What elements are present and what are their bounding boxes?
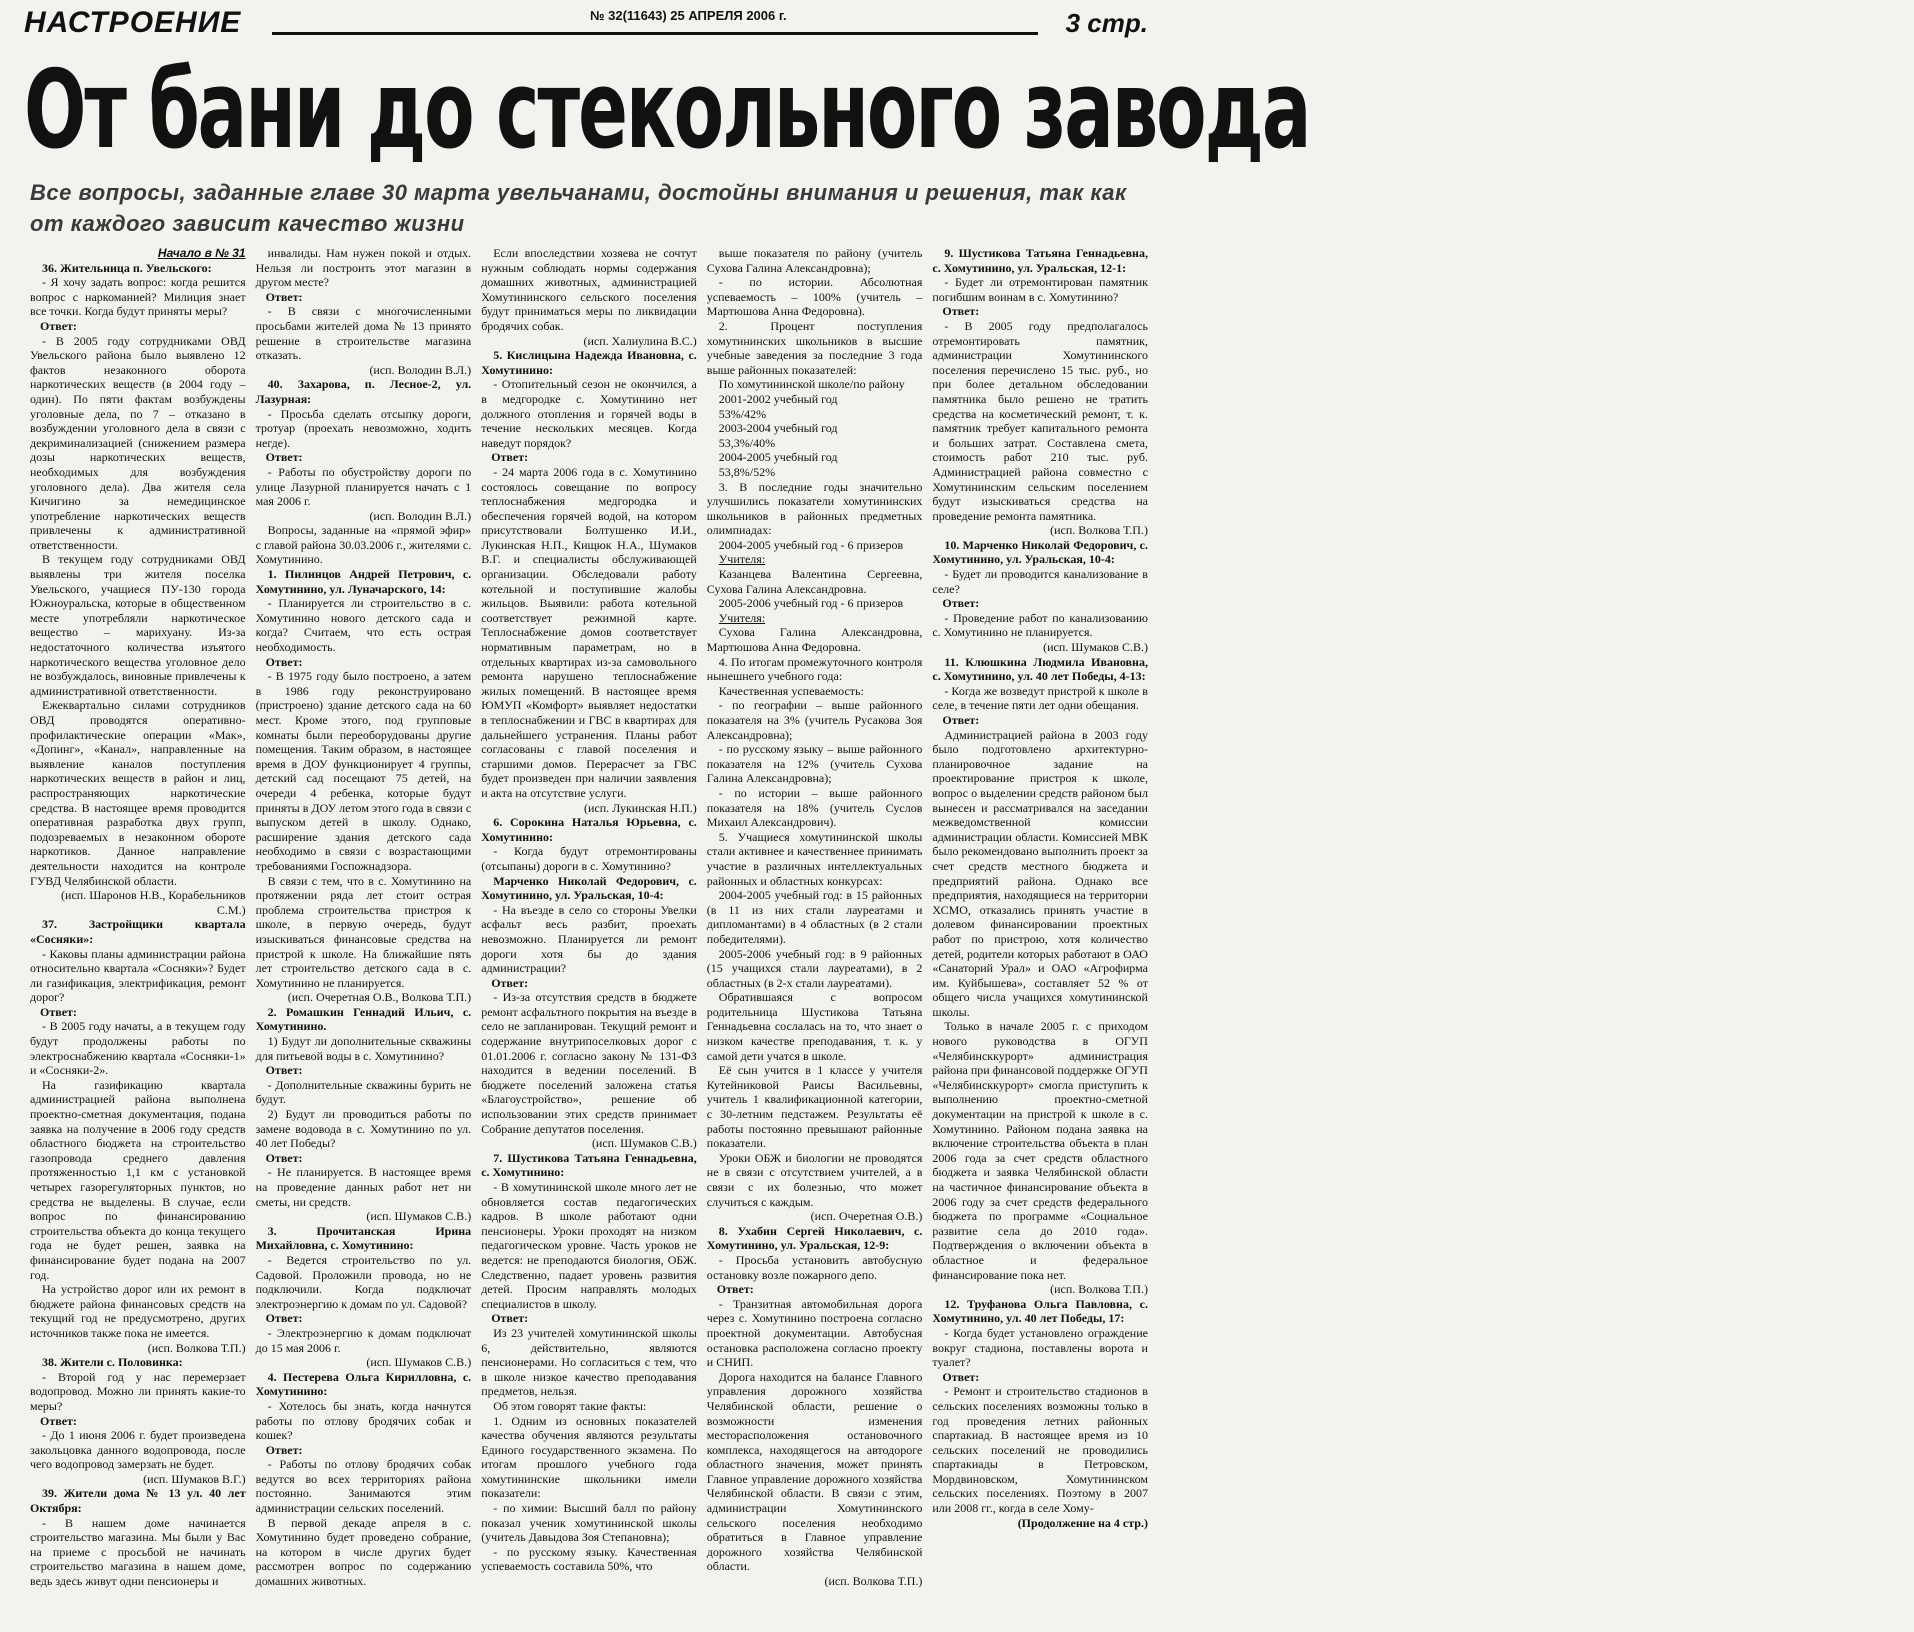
question-heading: 37. Застройщики квартала «Сосняки»: (30, 917, 246, 946)
signature: (исп. Лукинская Н.П.) (583, 800, 697, 815)
paragraph: - До 1 июня 2006 г. будет произведена закольцовка данного водопровода, после чего водопровод замерзать не будет. (30, 1428, 246, 1472)
paragraph: - Из-за отсутствия средств в бюджете ремонт асфальтного покрытия на въезде в село не запланирован. Текущий ремонт и содержание внутрипоселковых дорог с 01.01.2006 г. согласно закону № 131-ФЗ находится в ведении поселений. В бюджете поселений заложена статья «Благоустройство», решение об использовании этих средств принимает Собрание депутатов поселения. (481, 990, 697, 1136)
answer-label: Ответ: (716, 1282, 754, 1297)
paragraph: Дорога находится на балансе Главного управления дорожного хозяйства Челябинской области, решение о возможности изменения месторасположения остановочного комплекса, находящегося на автодороге областного значения, может принять Главное управление дорожного хозяйства Челябинской области. В связи с этим, администрации Хомутининского сельского поселения необходимо обратиться в Главное управление дорожного хозяйства Челябинской области. (706, 1369, 923, 1574)
paragraph: - В нашем доме начинается строительство магазина. Мы были у Вас на приеме с просьбой не начинать строительство магазина в нашем доме, ведь здесь живут одни пенсионеры и (30, 1515, 246, 1589)
paragraph: Об этом говорят такие факты: (493, 1398, 647, 1413)
paragraph: - В связи с многочисленными просьбами жителей дома № 13 принято решение в строительстве магазина отказать. (255, 304, 472, 363)
signature: (исп. Володин В.Л.) (369, 508, 472, 523)
paragraph: - 24 марта 2006 года в с. Хомутинино состоялось совещание по вопросу теплоснабжения медгородка и обеспечения горячей водой, на котором присутствовали Болтушенко И.И., Лукинская Н.П., Кищюк Н.А., Шумаков В.Г. и специалисты обслуживающей организации. Обследовали работу котельной и поступившие жалобы жильцов. Выявили: работа котельной соответствует режимной карте. Теплоснабжение домов соответствует нормативным параметрам, но в отдельных квартирах из-за самовольного ремонта нарушено теплоснабжение жилых помещений. В настоящее время ЮМУП «Комфорт» выявляет недостатки в теплоснабжении и ГВС в квартирах для дальнейшего устранения. Планы работ согласованы с главой поселения и старшими домов. Перерасчет за ГВС будет произведен при наличии заявления и акта на отсутствие услуги. (481, 464, 697, 800)
paragraph: - Электроэнергию к домам подключат до 15 мая 2006 г. (255, 1325, 472, 1355)
signature: (исп. Шаронов Н.В., Корабельников С.М.) (61, 888, 246, 917)
answer-label: Ответ: (265, 1063, 303, 1078)
paragraph: - Когда будет установлено ограждение вокруг стадиона, поставлены ворота и туалет? (932, 1325, 1148, 1370)
question-heading: 10. Марченко Николай Федорович, с. Хомутинино, ул. Уральская, 10-4: (932, 537, 1148, 567)
paragraph: 2004-2005 учебный год - 6 призеров (718, 537, 904, 552)
paragraph: В первой декаде апреля в с. Хомутинино будет проведено собрание, на котором в числе других будет рассмотрен вопрос по содержанию домашних животных. (255, 1515, 472, 1589)
question-heading: 2. Ромашкин Геннадий Ильич, с. Хомутинино. (255, 1004, 472, 1034)
paragraph: 2001-2002 учебный год (718, 391, 838, 406)
paragraph: Качественная успеваемость: (718, 683, 864, 698)
question-heading: 7. Шустикова Татьяна Геннадьевна, с. Хомутинино: (481, 1150, 697, 1180)
question-heading: 11. Клюшкина Людмила Ивановна, с. Хомутинино, ул. 40 лет Победы, 4-13: (932, 654, 1148, 684)
paragraph: 2005-2006 учебный год: в 9 районных (15 учащихся стали лауреатами), в 2 областных (в 2-х стали лауреатами). (706, 946, 923, 990)
question-heading: 5. Кислицына Надежда Ивановна, с. Хомутинино: (481, 348, 697, 377)
signature: (исп. Шумаков С.В.) (591, 1136, 697, 1151)
answer-label: Ответ: (265, 1442, 303, 1457)
signature: (исп. Очеретная О.В., Волкова Т.П.) (287, 990, 472, 1005)
paragraph: - Не планируется. В настоящее время на проведение данных работ нет ни сметы, ни средств. (255, 1165, 472, 1209)
signature: (исп. Шумаков С.В.) (366, 1209, 472, 1224)
paragraph: Казанцева Валентина Сергеевна, Сухова Галина Александровна. (706, 567, 923, 596)
paragraph: - Хотелось бы знать, когда начнутся работы по отлову бродячих собак и кошек? (255, 1398, 472, 1443)
paragraph: Если впоследствии хозяева не сочтут нужным соблюдать нормы содержания домашних животных, администрацией Хомутининского сельского поселения будут приниматься меры по ликвидации бродячих собак. (481, 246, 697, 333)
paragraph: - Каковы планы администрации района относительно квартала «Сосняки»? Будет ли газификация, электрификация, ремонт дорог? (30, 946, 246, 1005)
paragraph: 53,3%/40% (718, 435, 776, 450)
paragraph: Из 23 учителей хомутининской школы 6, действительно, являются пенсионерами. Но согласиться с тем, что в школе низкое качество преподавания предметов, нельзя. (481, 1325, 697, 1399)
question-heading: 40. Захарова, п. Лесное-2, ул. Лазурная: (255, 377, 472, 406)
paragraph: - Просьба сделать отсыпку дороги, тротуар (проехать невозможно, ходить негде). (255, 406, 472, 450)
paragraph: - Планируется ли строительство в с. Хомутинино нового детского сада и когда? Считаем, что есть острая необходимость. (255, 596, 472, 655)
answer-label: Ответ: (942, 713, 980, 727)
paragraph: - Ведется строительство по ул. Садовой. Проложили провода, но не подключили. Когда подключат электроэнергию к домам по ул. Садовой? (255, 1252, 472, 1311)
answer-label: Ответ: (491, 975, 529, 990)
article-body (30, 246, 1148, 1630)
underlined-label (707, 611, 923, 626)
paragraph: 5. Учащиеся хомутининской школы стали активнее и качественнее принимать участие в различных интеллектуальных районных и областных конкурсах: (706, 829, 923, 888)
paragraph: - Я хочу задать вопрос: когда решится вопрос с наркоманией? Милиция знает все точки. Когда будут приняты меры? (30, 275, 246, 319)
paragraph: - по географии – выше районного показателя на 3% (учитель Русакова Зоя Александровна); (706, 698, 923, 742)
paragraph: Сухова Галина Александровна, Мартюшова Анна Федоровна. (706, 625, 923, 655)
paragraph: 53%/42% (718, 406, 767, 421)
paragraph: - Второй год у нас перемерзает водопровод. Можно ли принять какие-то меры? (30, 1369, 246, 1413)
paragraph: 2004-2005 учебный год: в 15 районных (в 11 из них стали лауреатами и дипломантами) в 4 областных (в 2 стали победителями). (706, 888, 923, 946)
paragraph: - Когда будут отремонтированы (отсыпаны) дороги в с. Хомутинино? (481, 844, 697, 873)
signature: (исп. Шумаков В.Г.) (143, 1471, 246, 1486)
paragraph: 1) Будут ли дополнительные скважины для питьевой воды в с. Хомутинино? (255, 1034, 472, 1063)
answer-label: Ответ: (942, 596, 980, 611)
paragraph: На газификацию квартала администрацией района выполнена проектно-сметная документация, подана заявка на получение в 2006 году средств областного бюджета на строительство газопровода среднего давления протяженностью 1,1 км с установкой четырех газорегуляторных пунктов, но средства не выделены. В случае, если вопрос по финансированию строительства объекта до конца текущего года не будет решен, заявка на финансирование будет подана на 2007 год. (30, 1077, 246, 1282)
paragraph: - Проведение работ по канализованию с. Хомутинино не планируется. (932, 610, 1148, 640)
masthead (24, 6, 1148, 46)
headline-text: От бани до стекольного завода (24, 48, 1310, 173)
question-heading: 1. Пилинцов Андрей Петрович, с. Хомутинино, ул. Луначарского, 14: (255, 567, 472, 596)
paragraph: - В хомутининской школе много лет не обновляется состав педагогических кадров. В школе работают одни пенсионеры. Уроки проходят на низком педагогическом уровне. Часть уроков не ведется: не преподаются биология, ОБЖ. Следственно, падает уровень развития детей. Просим направлять молодых специалистов в школу. (481, 1180, 697, 1311)
question-heading: 12. Труфанова Ольга Павловна, с. Хомутинино, ул. 40 лет Победы, 17: (932, 1296, 1148, 1326)
headline (24, 48, 1310, 174)
paragraph: - В 1975 году было построено, а затем в 1986 году реконструировано (пристроено) здание детского сада на 60 мест. Кроме этого, под групповые комнаты были переоборудованы другие помещения. Таким образом, в настоящее время в ДОУ функционирует 4 группы, детский сад посещают 75 детей, на очереди 4 ребенка, которые будут приняты в ДОУ летом этого года в связи с выпуском детей в школу. Однако, расширение здания детского сада необходимо в связи с возрастающими требованиями Госпожнадзора. (255, 669, 472, 873)
paragraph: - Отопительный сезон не окончился, а в медгородке с. Хомутинино нет должного отопления и горячей воды в течение нескольких месяцев. Когда наведут порядок? (481, 377, 697, 450)
paragraph: Обратившаяся с вопросом родительница Шустикова Татьяна Геннадьевна сослалась на то, что знает о низком качестве преподавания, т. к. у самой дети учатся в школе. (706, 990, 923, 1063)
signature: (исп. Володин В.Л.) (369, 362, 472, 377)
paragraph: Ежеквартально силами сотрудников ОВД проводятся оперативно-профилактические операции «Мак», «Допинг», «Канал», направленные на выявление каналов поступления наркотических веществ в район и лиц, распространяющих наркотические средства. В настоящее время проводится оперативная разработка двух групп, подозреваемых в незаконном обороте наркотиков. Данное направление деятельности находится на контроле ГУВД Челябинской области. (30, 698, 246, 888)
issue-info: № 32(11643) 25 АПРЕЛЯ 2006 г. (584, 8, 793, 23)
answer-label: Ответ: (942, 304, 980, 319)
paragraph: 2. Процент поступления хомутининских школьников в высшие учебные заведения за последние 3 года выше районных показателей: (706, 318, 923, 377)
paragraph: 2) Будут ли проводиться работы по замене водовода в с. Хомутинино по ул. 40 лет Победы? (255, 1107, 472, 1151)
paragraph: - по истории. Абсолютная успеваемость – 100% (учитель – Мартюшова Анна Федоровна). (706, 275, 923, 319)
paragraph: - Ремонт и строительство стадионов в сельских поселениях возможны только в год проведения летних районных спартакиад. В настоящее время из 10 сельских поселений не проводились спартакиады в Петровском, Мордвиновском, Хомутининском сельских поселениях. Поэтому в 2007 или 2008 гг., когда в селе Хому- (932, 1384, 1148, 1516)
paragraph: 53,8%/52% (718, 464, 776, 479)
continued-from: Начало в № 31 (157, 246, 246, 260)
answer-label: Ответ: (40, 318, 77, 333)
paragraph: - по химии: Высший балл по району показал ученик хомутининской школы (учитель Давыдова Зоя Степановна); (481, 1501, 697, 1545)
column-1 (30, 246, 246, 1630)
signature: (исп. Халиулина В.С.) (583, 333, 697, 348)
signature: (исп. Волкова Т.П.) (1050, 523, 1148, 538)
column-4 (707, 246, 923, 1630)
question-heading: Марченко Николай Федорович, с. Хомутинино, ул. Уральская, 10-4: (481, 873, 697, 903)
paragraph: - по русскому языку. Качественная успеваемость составила 50%, что (481, 1544, 697, 1574)
paragraph: - Просьба установить автобусную остановку возле пожарного депо. (706, 1252, 923, 1282)
paragraph: - Будет ли проводится канализование в селе? (932, 567, 1148, 596)
question-heading: 39. Жители дома № 13 ул. 40 лет Октября: (30, 1486, 246, 1516)
column-5 (932, 246, 1148, 1630)
page-number: 3 стр. (1065, 8, 1148, 38)
paragraph: Администрацией района в 2003 году было подготовлено архитектурно-планировочное задание на проектирование пристроя к школе, вопрос о выделении средств районом был вынесен и рассматривался на заседании межведомственной комиссии администрации области. Комиссией МВК было рекомендовано выполнить проект за счет средств местного бюджета и предприятий района. Однако все предприятия, находящиеся на территории ХСМО, отказались принять участие в долевом финансировании проектных работ по пристрою, хотя количество детей, родители которых работают в ОАО «Санаторий Урал» и ОАО «Агрофирма им. Куйбышева», составляет 52 % от общего числа учащихся хомутининской школы. (932, 727, 1148, 1019)
paragraph: 2003-2004 учебный год (718, 421, 838, 436)
paragraph: - Будет ли отремонтирован памятник погибшим воинам в с. Хомутинино? (932, 275, 1148, 304)
column-3 (481, 246, 697, 1630)
paragraph: - Работы по отлову бродячих собак ведутся во всех территориях района постоянно. Занимаются этим администрации сельских поселений. (255, 1457, 472, 1516)
column-2 (256, 246, 472, 1630)
paragraph: - по истории – выше районного показателя на 18% (учитель Суслов Михаил Александрович). (706, 785, 923, 830)
answer-label: Ответ: (491, 1311, 529, 1326)
answer-label: Ответ: (265, 450, 303, 465)
answer-label: Ответ: (40, 1413, 77, 1428)
question-heading: 6. Сорокина Наталья Юрьевна, с. Хомутинино: (481, 815, 697, 844)
answer-label: Ответ: (942, 1369, 980, 1384)
answer-label: Ответ: (40, 1004, 77, 1019)
paragraph: 1. Одним из основных показателей качества обучения являются результаты Единого государственного экзамена. По итогам прошлого учебного года хомутининские школьники имели показатели: (481, 1413, 697, 1501)
answer-label: Ответ: (491, 450, 529, 465)
answer-label: Ответ: (265, 1150, 303, 1165)
paragraph: Только в начале 2005 г. с приходом нового руководства в ОГУП «Челябинсккурорт» администрация района при финансовой поддержке ОГУП «Челябинсккурорт» смогла приступить к выполнению проектно-сметной документации на пристрой к школе в с. Хомутинино. Районом подана заявка на включение строительства объекта в план 2006 года за счет средств областного бюджета и заявка Челябинской области на частичное финансирование объекта в 2006 году за счет средств федерального бюджета по программе «Социальное развитие села до 2010 года». Подтверждения о включении объекта в областное и федеральное финансирование пока нет. (932, 1019, 1148, 1282)
question-heading: 36. Жительница п. Увельского: (42, 260, 212, 275)
question-heading: 8. Ухабин Сергей Николаевич, с. Хомутинино, ул. Уральская, 12-9: (706, 1223, 923, 1253)
paragraph: - Дополнительные скважины бурить не будут. (255, 1077, 472, 1107)
paragraph: - На въезде в село со стороны Увелки асфальт весь разбит, проехать невозможно. Планируется ли ремонт дороги хотя бы до здания администрации? (481, 902, 697, 976)
signature: (исп. Волкова Т.П.) (824, 1574, 923, 1589)
paragraph: В текущем году сотрудниками ОВД выявлены три жителя поселка Увельского, учащиеся ПУ-130 города Южноуральска, которые в общественном месте употребляли наркотическое вещество – марихуану. Из-за недостаточного количества изъятого наркотического вещества уголовное дело не возбуждалось, виновные привлечены к административной ответственности. (30, 552, 246, 698)
paragraph: Её сын учится в 1 классе у учителя Кутейниковой Раисы Васильевны, учитель 1 квалификационной категории, с 30-летним педстажем. Результаты её работы постоянно превышают районные показатели. (706, 1063, 923, 1151)
question-heading: 3. Прочитанская Ирина Михайловна, с. Хомутинино: (255, 1223, 472, 1253)
paragraph: 2005-2006 учебный год - 6 призеров (718, 596, 904, 611)
paragraph: инвалиды. Нам нужен покой и отдых. Нельзя ли построить этот магазин в другом месте? (255, 246, 472, 290)
paragraph: - В 2005 году предполагалось отремонтировать памятник, администрации Хомутининского поселения перечислено 15 тыс. руб., но при более детальном обследовании памятника было решено не тратить средства на косметический ремонт, т. к. памятник требует капитального ремонта и больших затрат. Составлена смета, стоимость работ 210 тыс. руб. Администрацией района совместно с Хомутининским сельским поселением будут изыскиваться средства на проведение ремонта памятника. (932, 318, 1148, 523)
signature: (исп. Шумаков С.В.) (1043, 640, 1148, 655)
answer-label: Ответ: (265, 1311, 303, 1326)
paragraph: На устройство дорог или их ремонт в бюджете района финансовых средств на текущий год не предусмотрено, других источников также пока не имеется. (30, 1282, 246, 1340)
paragraph: - Транзитная автомобильная дорога через с. Хомутинино построена согласно проектной документации. Автобусная остановка расположена согласно проекту и СНИП. (706, 1296, 923, 1370)
paragraph: Уроки ОБЖ и биологии не проводятся не в связи с отсутствием учителей, а в связи с их болезнью, что может случиться с каждым. (706, 1150, 923, 1209)
signature: (исп. Волкова Т.П.) (147, 1340, 246, 1355)
underlined-text: Учителя: (718, 552, 766, 567)
continued-to: (Продолжение на 4 стр.) (1017, 1515, 1148, 1530)
paragraph: - Когда же возведут пристрой к школе в селе, в течение пяти лет одни обещания. (932, 683, 1148, 713)
paragraph: В связи с тем, что в с. Хомутинино на протяжении ряда лет стоит острая проблема строительства пристроя к школе, в первую очередь, будут изыскиваться финансовые средства на пристрой к школе. На ближайшие пять лет строительство детского сада в с. Хомутинино не планируется. (255, 873, 472, 990)
subtitle: Все вопросы, заданные главе 30 марта увельчанами, достойны внимания и решения, так как от каждого зависит качество жизни (30, 180, 1127, 236)
paragraph: - В 2005 году сотрудниками ОВД Увельского района было выявлено 12 фактов незаконного оборота наркотических веществ (в 2004 году – один). По пяти фактам возбуждены уголовные дела, по 7 – отказано в возбуждении уголовного дела в связи с декриминализацией (снижением размера дозы наркотических веществ, необходимых для возбуждения уголовного дела). Два жителя села Кичигино за немедицинское употребление наркотических веществ привлечены к административной ответственности. (30, 333, 246, 552)
paragraph: 3. В последние годы значительно улучшились показатели хомутининских школьников в районных предметных олимпиадах: (706, 479, 923, 538)
paragraph: - Работы по обустройству дороги по улице Лазурной планируется начать с 1 мая 2006 г. (255, 464, 472, 509)
question-heading: 38. Жители с. Половинка: (42, 1355, 183, 1370)
signature: (исп. Шумаков С.В.) (366, 1355, 472, 1370)
header-rule (272, 32, 1038, 35)
paragraph: - по русскому языку – выше районного показателя на 12% (учитель Сухова Галина Александровна); (706, 742, 923, 786)
signature: (исп. Волкова Т.П.) (1050, 1282, 1148, 1297)
section-title: НАСТРОЕНИЕ (24, 6, 242, 39)
question-heading: 9. Шустикова Татьяна Геннадьевна, с. Хомутинино, ул. Уральская, 12-1: (932, 246, 1148, 275)
paragraph: Вопросы, заданные на «прямой эфир» с главой района 30.03.2006 г., жителями с. Хомутинино. (255, 523, 472, 567)
question-heading: 4. Пестерева Ольга Кирилловна, с. Хомутинино: (255, 1369, 472, 1399)
paragraph: выше показателя по району (учитель Сухова Галина Александровна); (706, 246, 923, 275)
paragraph: 4. По итогам промежуточного контроля нынешнего учебного года: (706, 654, 923, 684)
signature: (исп. Очеретная О.В.) (810, 1209, 923, 1224)
answer-label: Ответ: (265, 289, 303, 304)
paragraph: - В 2005 году начаты, а в текущем году будут продолжены работы по электроснабжению квартала «Сосняки-1» и «Сосняки-2». (30, 1019, 246, 1078)
paragraph: По хомутининской школе/по району (718, 377, 905, 392)
paragraph: 2004-2005 учебный год (718, 450, 838, 465)
underlined-text: Учителя: (718, 610, 766, 625)
answer-label: Ответ: (265, 654, 303, 669)
underlined-label (707, 552, 923, 567)
